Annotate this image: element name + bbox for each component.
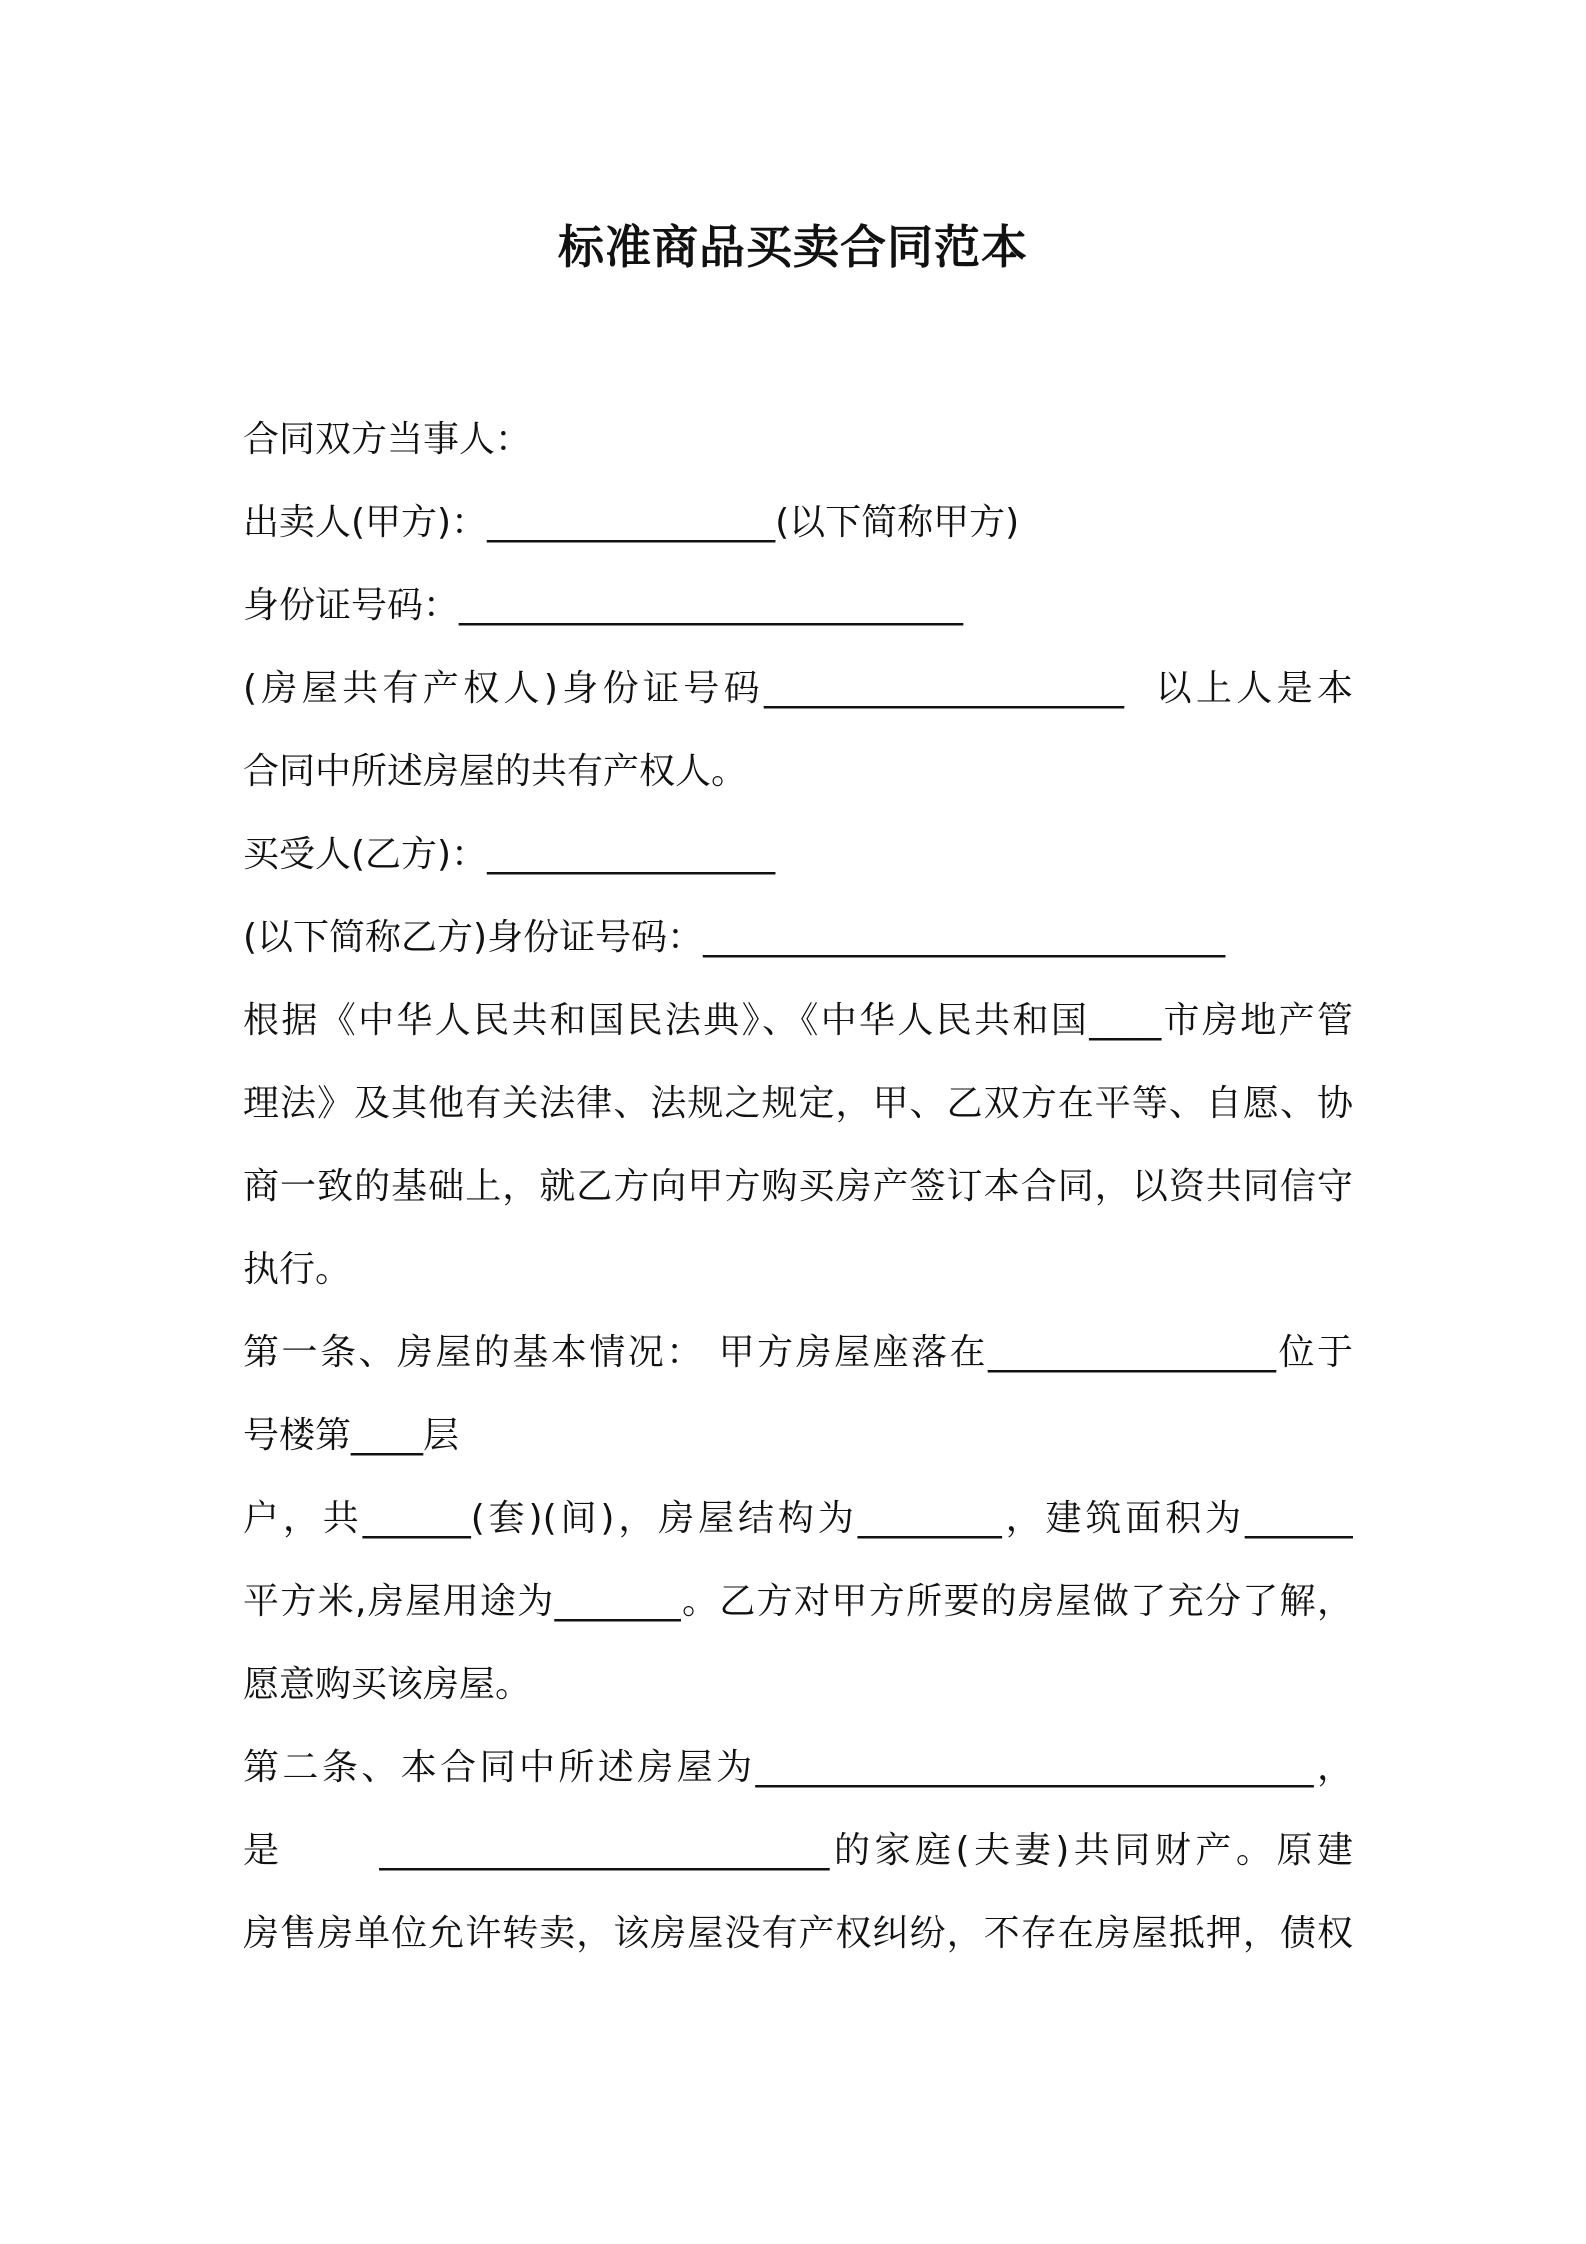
article-1-line-5: 愿意购买该房屋。 bbox=[243, 1664, 532, 1705]
preamble-line-2: 理法》及其他有关法律、法规之规定，甲、乙双方在平等、自愿、协 bbox=[243, 1083, 1353, 1124]
seller-id-line: 身份证号码：____________________________ bbox=[243, 585, 964, 626]
preamble-line-1: 根据《中华人民共和国民法典》、《中华人民共和国____市房地产管 bbox=[243, 1000, 1353, 1041]
parties-heading: 合同双方当事人： bbox=[243, 419, 532, 460]
preamble-line-4: 执行。 bbox=[243, 1249, 352, 1290]
document-title: 标准商品买卖合同范本 bbox=[558, 220, 1028, 274]
co-owner-id-line: (房屋共有产权人)身份证号码____________________ 以上人是本 bbox=[243, 668, 1353, 709]
article-1-line-2: 号楼第____层 bbox=[243, 1415, 460, 1456]
article-2-line-3: 房售房单位允许转卖，该房屋没有产权纠纷，不存在房屋抵押，债权 bbox=[243, 1913, 1353, 1954]
seller-line: 出卖人(甲方)：________________(以下简称甲方) bbox=[243, 502, 1020, 543]
preamble-line-3: 商一致的基础上，就乙方向甲方购买房产签订本合同，以资共同信守 bbox=[243, 1166, 1353, 1207]
article-2-line-1: 第二条、本合同中所述房屋为_______________________________， bbox=[243, 1747, 1353, 1788]
buyer-line: 买受人(乙方)：________________ bbox=[243, 834, 776, 875]
article-1-line-3: 户，共______(套)(间)，房屋结构为________，建筑面积为______ bbox=[243, 1498, 1353, 1539]
co-owner-statement-line: 合同中所述房屋的共有产权人。 bbox=[243, 751, 748, 792]
article-2-line-2: 是 _________________________的家庭(夫妻)共同财产。原建 bbox=[243, 1830, 1353, 1871]
document-body bbox=[243, 398, 1353, 1975]
article-1-line-4: 平方米,房屋用途为_______。乙方对甲方所要的房屋做了充分了解， bbox=[243, 1581, 1353, 1622]
buyer-id-line: (以下简称乙方)身份证号码：_____________________________ bbox=[243, 917, 1226, 958]
article-1-line-1: 第一条、房屋的基本情况： 甲方房屋座落在________________位于 bbox=[243, 1332, 1353, 1373]
